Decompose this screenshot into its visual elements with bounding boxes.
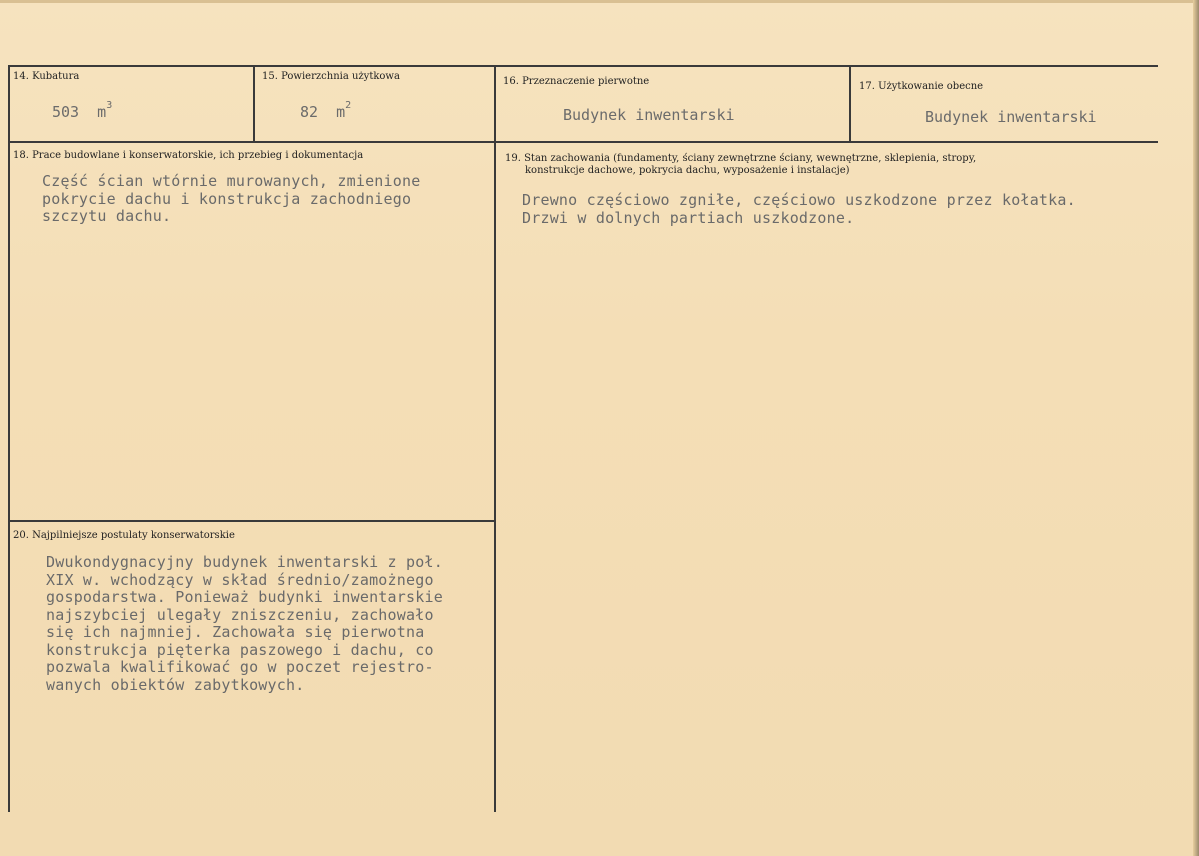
field-20-label: 20. Najpilniejsze postulaty konserwatorskie (13, 530, 235, 541)
row1-bottom-rule (8, 141, 1158, 143)
area-exponent: 2 (345, 100, 352, 111)
field-18-text[interactable]: Część ścian wtórnie murowanych, zmienione pokrycie dachu i konstrukcja zachodniego szczytu dachu. (42, 172, 421, 225)
field-17-value[interactable]: Budynek inwentarski (925, 108, 1097, 126)
field-19-text[interactable]: Drewno częściowo zgniłe, częściowo uszkodzone przez kołatka. Drzwi w dolnych partiach uszkodzone. (522, 191, 1076, 227)
field-14-label: 14. Kubatura (13, 71, 80, 82)
field-17-label: 17. Użytkowanie obecne (859, 81, 984, 92)
field-18-label: 18. Prace budowlane i konserwatorskie, ich przebieg i dokumentacja (13, 150, 364, 161)
field-15-value[interactable] (300, 100, 352, 121)
section20-top-rule (8, 520, 496, 522)
divider-main (494, 65, 496, 812)
field-19-label-line1: 19. Stan zachowania (fundamenty, ściany zewnętrzne ściany, wewnętrzne, sklepienia, stropy, (505, 153, 977, 164)
top-rule (8, 65, 1158, 67)
field-16-label: 16. Przeznaczenie pierwotne (503, 76, 650, 87)
area-unit: m (336, 103, 346, 121)
left-border (8, 65, 10, 812)
field-20-text[interactable]: Dwukondygnacyjny budynek inwentarski z poł. XIX w. wchodzący w skład średnio/zamożnego gospodarstwa. Ponieważ budynki inwentarskie najszybciej ulegały zniszczeniu, zachowało się ich najmniej. Zachowała się pierwotna konstrukcja pięterka paszowego i dachu, co pozwala kwalifikować go w poczet rejestro- wanych obiektów zabytkowych. (46, 553, 443, 694)
field-14-value[interactable] (52, 100, 113, 121)
card-right-edge (1193, 0, 1199, 856)
volume-number: 503 (52, 103, 80, 121)
volume-unit: m (97, 103, 107, 121)
field-19-label-line2: konstrukcje dachowe, pokrycia dachu, wyposażenie i instalacje) (525, 165, 850, 176)
card-top-edge (0, 0, 1199, 3)
field-15-label: 15. Powierzchnia użytkowa (262, 71, 400, 82)
field-16-value[interactable]: Budynek inwentarski (563, 106, 735, 124)
divider-16-17 (849, 65, 851, 143)
area-number: 82 (300, 103, 319, 121)
divider-14-15 (253, 65, 255, 143)
volume-exponent: 3 (106, 100, 113, 111)
